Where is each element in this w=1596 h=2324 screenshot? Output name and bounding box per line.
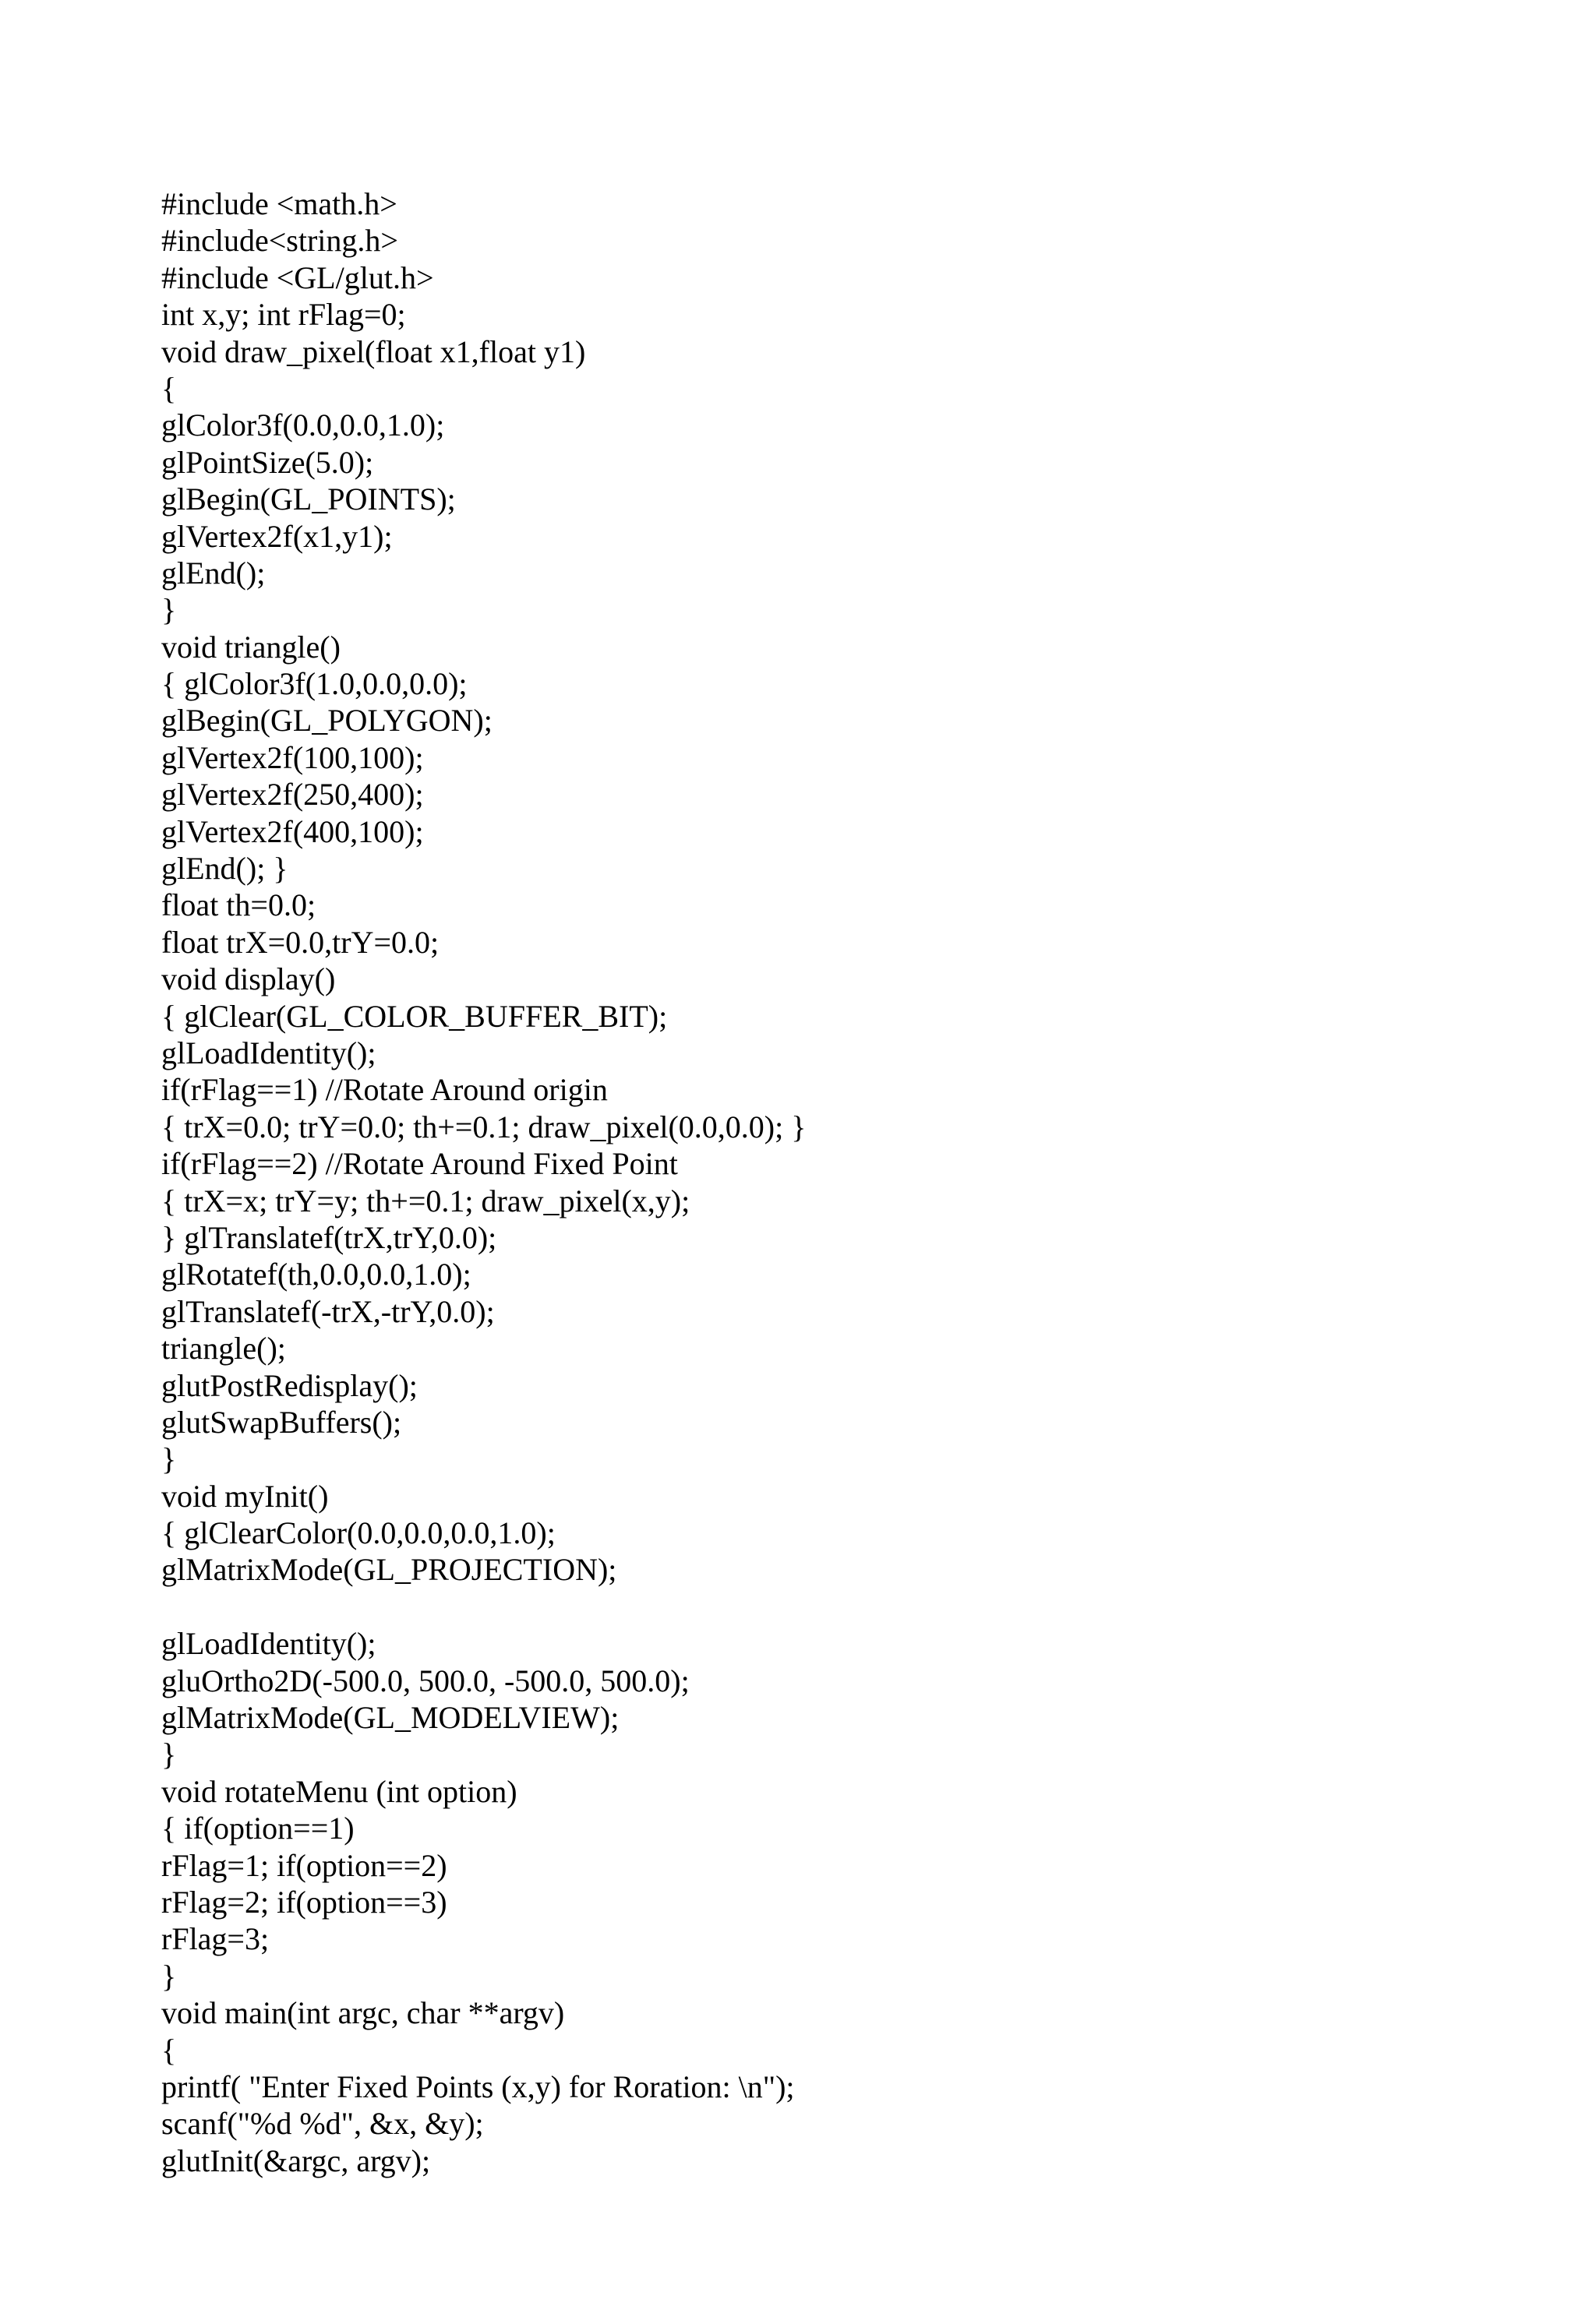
code-line: scanf("%d %d", &x, &y); <box>161 2106 484 2142</box>
code-line: glBegin(GL_POLYGON); <box>161 703 493 739</box>
code-line: glPointSize(5.0); <box>161 444 374 480</box>
code-line: } <box>161 1441 177 1477</box>
code-line: printf( "Enter Fixed Points (x,y) for Roration: \n"); <box>161 2068 795 2104</box>
code-line: glBegin(GL_POINTS); <box>161 481 456 517</box>
code-line: glutInit(&argc, argv); <box>161 2142 431 2178</box>
code-line: { <box>161 370 177 406</box>
code-line: triangle(); <box>161 1331 286 1367</box>
code-line: float th=0.0; <box>161 887 316 923</box>
code-line: glVertex2f(100,100); <box>161 739 424 775</box>
code-line: glVertex2f(x1,y1); <box>161 518 393 554</box>
code-line: void myInit() <box>161 1478 329 1514</box>
code-line: void triangle() <box>161 629 341 665</box>
code-line: { glClear(GL_COLOR_BUFFER_BIT); <box>161 998 668 1034</box>
code-line: rFlag=2; if(option==3) <box>161 1884 447 1920</box>
code-line: } <box>161 592 177 628</box>
code-line: if(rFlag==1) //Rotate Around origin <box>161 1072 608 1108</box>
code-line: glRotatef(th,0.0,0.0,1.0); <box>161 1257 471 1292</box>
code-line: { glClearColor(0.0,0.0,0.0,1.0); <box>161 1515 556 1551</box>
code-line: } <box>161 1737 177 1772</box>
code-line: #include <math.h> <box>161 186 397 221</box>
code-line: { trX=x; trY=y; th+=0.1; draw_pixel(x,y); <box>161 1183 690 1218</box>
code-line: glTranslatef(-trX,-trY,0.0); <box>161 1293 495 1329</box>
code-line: glEnd(); } <box>161 851 288 887</box>
code-listing <box>161 185 1486 2179</box>
code-line: void main(int argc, char **argv) <box>161 1995 565 2031</box>
code-line: rFlag=1; if(option==2) <box>161 1847 447 1883</box>
code-line: glVertex2f(400,100); <box>161 813 424 849</box>
code-line: { if(option==1) <box>161 1811 355 1846</box>
code-line: glColor3f(0.0,0.0,1.0); <box>161 407 445 443</box>
code-line: glLoadIdentity(); <box>161 1626 376 1662</box>
code-line: { <box>161 2032 177 2068</box>
code-line: int x,y; int rFlag=0; <box>161 297 406 333</box>
code-line: glutSwapBuffers(); <box>161 1404 402 1440</box>
code-line: { trX=0.0; trY=0.0; th+=0.1; draw_pixel(0.0,0.0); } <box>161 1109 807 1144</box>
code-line: void draw_pixel(float x1,float y1) <box>161 333 586 369</box>
code-line: gluOrtho2D(-500.0, 500.0, -500.0, 500.0); <box>161 1663 690 1698</box>
code-line: glEnd(); <box>161 555 266 591</box>
code-line: if(rFlag==2) //Rotate Around Fixed Point <box>161 1146 678 1182</box>
code-line: rFlag=3; <box>161 1921 270 1957</box>
code-line: float trX=0.0,trY=0.0; <box>161 924 440 960</box>
code-line: { glColor3f(1.0,0.0,0.0); <box>161 666 468 702</box>
code-line: #include<string.h> <box>161 223 398 259</box>
code-line: } <box>161 1958 177 1994</box>
code-line: void display() <box>161 961 336 997</box>
blank-line <box>161 1589 1486 1625</box>
code-line: glutPostRedisplay(); <box>161 1367 418 1403</box>
code-line: } glTranslatef(trX,trY,0.0); <box>161 1219 497 1255</box>
code-line: glMatrixMode(GL_MODELVIEW); <box>161 1700 620 1736</box>
code-line: void rotateMenu (int option) <box>161 1773 517 1809</box>
code-line: glMatrixMode(GL_PROJECTION); <box>161 1552 617 1588</box>
code-line: glVertex2f(250,400); <box>161 777 424 813</box>
code-line: #include <GL/glut.h> <box>161 259 434 295</box>
code-line: glLoadIdentity(); <box>161 1035 376 1070</box>
